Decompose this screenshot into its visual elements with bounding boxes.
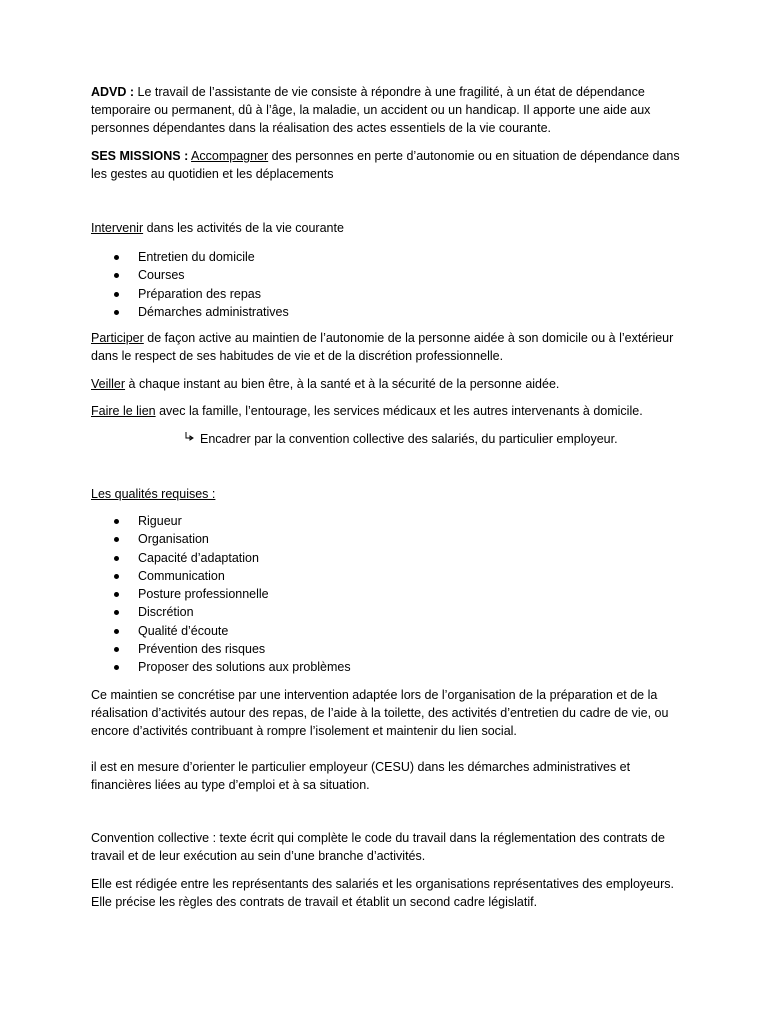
- participer-paragraph: [91, 329, 691, 365]
- missions-label: SES MISSIONS :: [91, 149, 189, 163]
- list-item: Proposer des solutions aux problèmes: [91, 658, 351, 676]
- list-item: Organisation: [91, 530, 351, 548]
- advd-paragraph: [91, 83, 691, 137]
- advd-text: Le travail de l’assistante de vie consiste à répondre à une fragilité, à un état de dépendance temporaire ou permanent, dû à l’âge, la maladie, un accident ou un handicap. Il apporte une aide aux personnes dépendantes dans la réalisation des actes essentiels de la vie courante.: [91, 85, 651, 135]
- list-item: Préparation des repas: [91, 285, 289, 303]
- note-text: Encadrer par la convention collective des salariés, du particulier employeur.: [200, 432, 618, 446]
- list-item: Posture professionnelle: [91, 585, 351, 603]
- list-item: Discrétion: [91, 603, 351, 621]
- intervenir-paragraph: [91, 219, 691, 237]
- list-item: Capacité d’adaptation: [91, 549, 351, 567]
- qualites-list: [91, 512, 351, 677]
- faire-lien-keyword: Faire le lien: [91, 404, 156, 418]
- participer-keyword: Participer: [91, 331, 144, 345]
- missions-keyword: Accompagner: [191, 149, 269, 163]
- veiller-keyword: Veiller: [91, 377, 126, 391]
- intervenir-text: dans les activités de la vie courante: [143, 221, 344, 235]
- faire-lien-paragraph: [91, 402, 691, 420]
- qualites-heading: Les qualités requises :: [91, 487, 216, 501]
- list-item: Prévention des risques: [91, 640, 351, 658]
- advd-label: ADVD :: [91, 85, 135, 99]
- list-item: Rigueur: [91, 512, 351, 530]
- veiller-paragraph: [91, 375, 691, 393]
- list-item: Qualité d’écoute: [91, 622, 351, 640]
- intervenir-keyword: Intervenir: [91, 221, 144, 235]
- elle-paragraph: Elle est rédigée entre les représentants des salariés et les organisations représentatives des employeurs. Elle précise les règles des contrats de travail et établit un second cadre législatif.: [91, 877, 674, 909]
- intervenir-list: [91, 248, 289, 321]
- list-item: Communication: [91, 567, 351, 585]
- convention-paragraph: Convention collective : texte écrit qui complète le code du travail dans la réglementation des contrats de travail et de leur exécution au sein d’une branche d’activités.: [91, 831, 665, 863]
- list-item: Entretien du domicile: [91, 248, 289, 266]
- list-item: Courses: [91, 266, 289, 284]
- missions-text: des personnes en perte d’autonomie ou en situation de dépendance dans les gestes au quotidien et les déplacements: [91, 149, 680, 181]
- faire-lien-text: avec la famille, l’entourage, les services médicaux et les autres intervenants à domicile.: [155, 404, 643, 418]
- convention-note: [184, 430, 618, 448]
- maintien-paragraph: Ce maintien se concrétise par une intervention adaptée lors de l’organisation de la préparation et de la réalisation d’activités autour des repas, de l’aide à la toilette, des activités d’entretien du cadre de vie, ou encore d’activités contribuant à rompre l’isolement et maintenir du lien social.: [91, 688, 669, 738]
- participer-text: de façon active au maintien de l’autonomie de la personne aidée à son domicile ou à l’extérieur dans le respect de ses habitudes de vie et de la discrétion professionnelle.: [91, 331, 674, 363]
- orienter-paragraph: il est en mesure d’orienter le particulier employeur (CESU) dans les démarches administratives et financières liées au type d’emploi et à sa situation.: [91, 760, 631, 792]
- arrow-icon: [184, 430, 196, 448]
- missions-paragraph: [91, 147, 691, 183]
- veiller-text: à chaque instant au bien être, à la santé et à la sécurité de la personne aidée.: [125, 377, 560, 391]
- list-item: Démarches administratives: [91, 303, 289, 321]
